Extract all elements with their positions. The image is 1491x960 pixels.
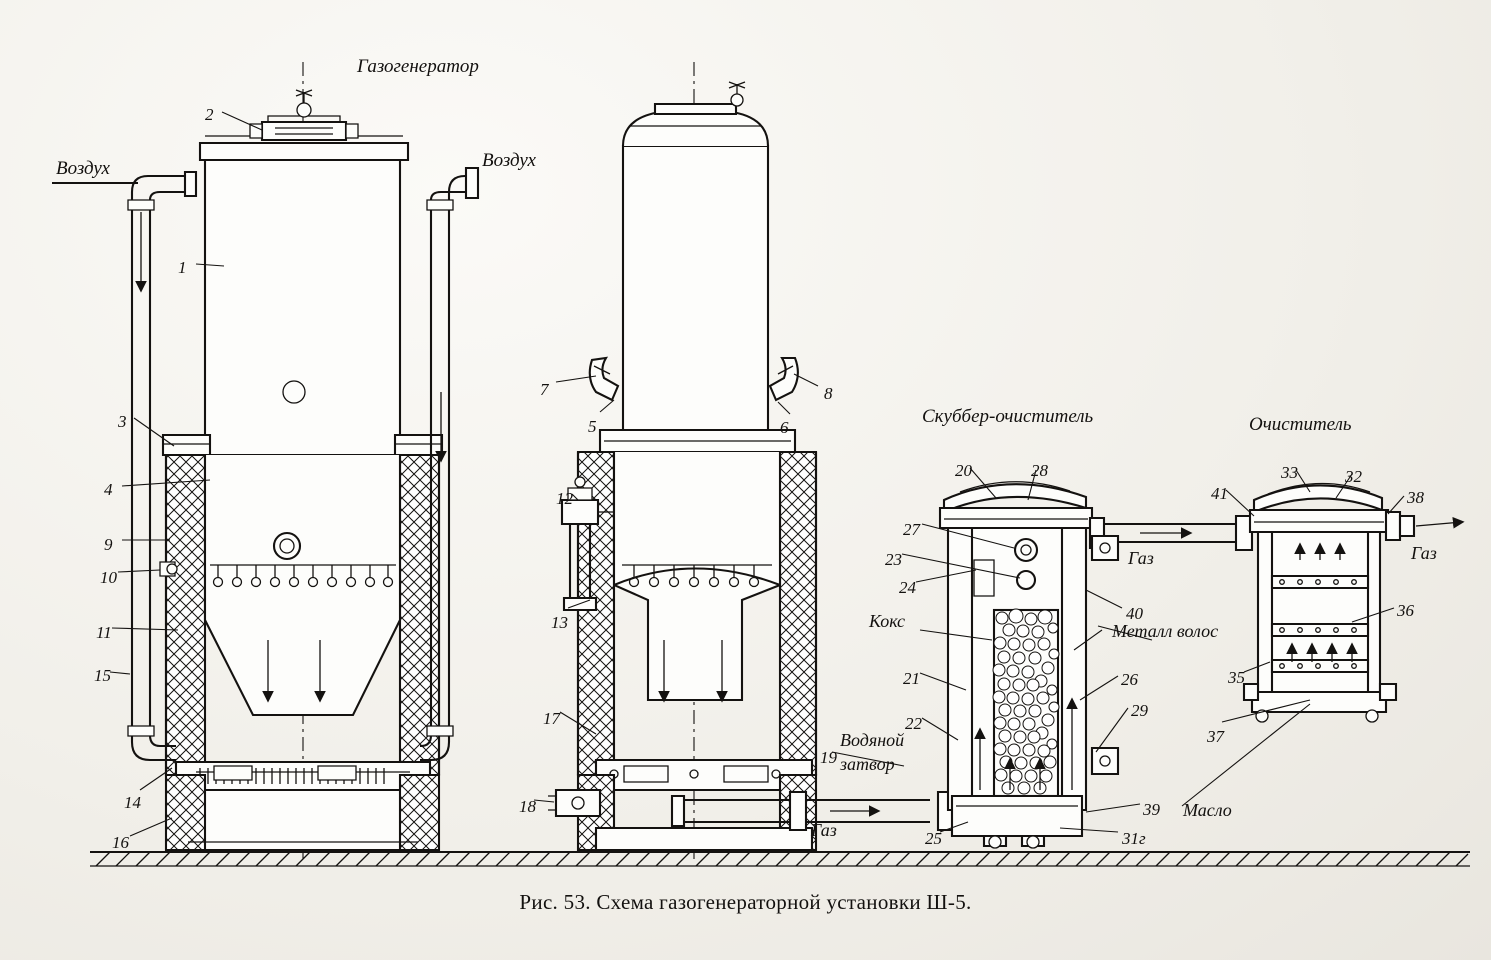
label-water-seal-line2: затвор (840, 754, 895, 774)
callout-number: 3 (118, 412, 127, 431)
callout-number: 25 (925, 829, 942, 848)
callout-number: 11 (96, 623, 112, 642)
label-oil: Масло (1183, 800, 1232, 820)
callout-number: 15 (94, 666, 111, 685)
callout-number: 32 (1345, 467, 1362, 486)
callout-number: 10 (100, 568, 117, 587)
callout-number: 12 (556, 489, 573, 508)
label-coke: Кокс (869, 611, 905, 631)
scrubber-cleaner (940, 482, 1252, 848)
callout-number: 23 (885, 550, 902, 569)
callout-number: 16 (112, 833, 129, 852)
final-cleaner (1244, 483, 1462, 722)
callout-number: 28 (1031, 461, 1048, 480)
callout-number: 18 (519, 797, 536, 816)
callout-number: 6 (780, 418, 789, 437)
callout-number: 22 (905, 714, 922, 733)
callout-number: 35 (1228, 668, 1245, 687)
heading-gas-generator: Газогенератор (357, 56, 479, 77)
callout-number: 31г (1122, 829, 1146, 848)
callout-number: 24 (899, 578, 916, 597)
callout-number: 9 (104, 535, 113, 554)
callout-number: 1 (178, 258, 187, 277)
heading-cleaner: Очиститель (1249, 414, 1352, 435)
callout-number: 14 (124, 793, 141, 812)
callout-number: 17 (543, 709, 560, 728)
callout-number: 2 (205, 105, 214, 124)
label-air-left: Воздух (56, 158, 110, 179)
gas-generator-front (128, 62, 478, 860)
label-air-left-underline (52, 182, 138, 184)
callout-number: 41 (1211, 484, 1228, 503)
ground-line (90, 852, 1470, 866)
label-gas-cleaner-outlet: Газ (1411, 543, 1437, 563)
label-gas-scrubber-outlet: Газ (1128, 548, 1154, 568)
figure-caption: Рис. 53. Схема газогенераторной установки Ш-5. (519, 890, 972, 914)
callout-number: 21 (903, 669, 920, 688)
callout-number: 26 (1121, 670, 1138, 689)
heading-scrubber: Скуббер-очиститель (922, 406, 1094, 427)
label-air-right: Воздух (482, 150, 536, 171)
callout-number: 5 (588, 417, 597, 436)
label-gas-generator-outlet: Газ (811, 820, 837, 840)
callout-number: 8 (824, 384, 833, 403)
callout-number: 19 (820, 748, 837, 767)
callout-number: 29 (1131, 701, 1148, 720)
callout-number: 27 (903, 520, 920, 539)
callout-number: 4 (104, 480, 113, 499)
callout-number: 38 (1407, 488, 1424, 507)
callout-number: 7 (540, 380, 549, 399)
callout-number: 33 (1281, 463, 1298, 482)
callout-number: 36 (1397, 601, 1414, 620)
callout-number: 13 (551, 613, 568, 632)
callout-number: 39 (1143, 800, 1160, 819)
callout-number: 20 (955, 461, 972, 480)
label-metal-wool: Металл волос (1112, 621, 1219, 641)
label-water-seal-line1: Водяной (840, 730, 905, 750)
callout-number: 40 (1126, 604, 1143, 623)
callout-number: 37 (1207, 727, 1224, 746)
